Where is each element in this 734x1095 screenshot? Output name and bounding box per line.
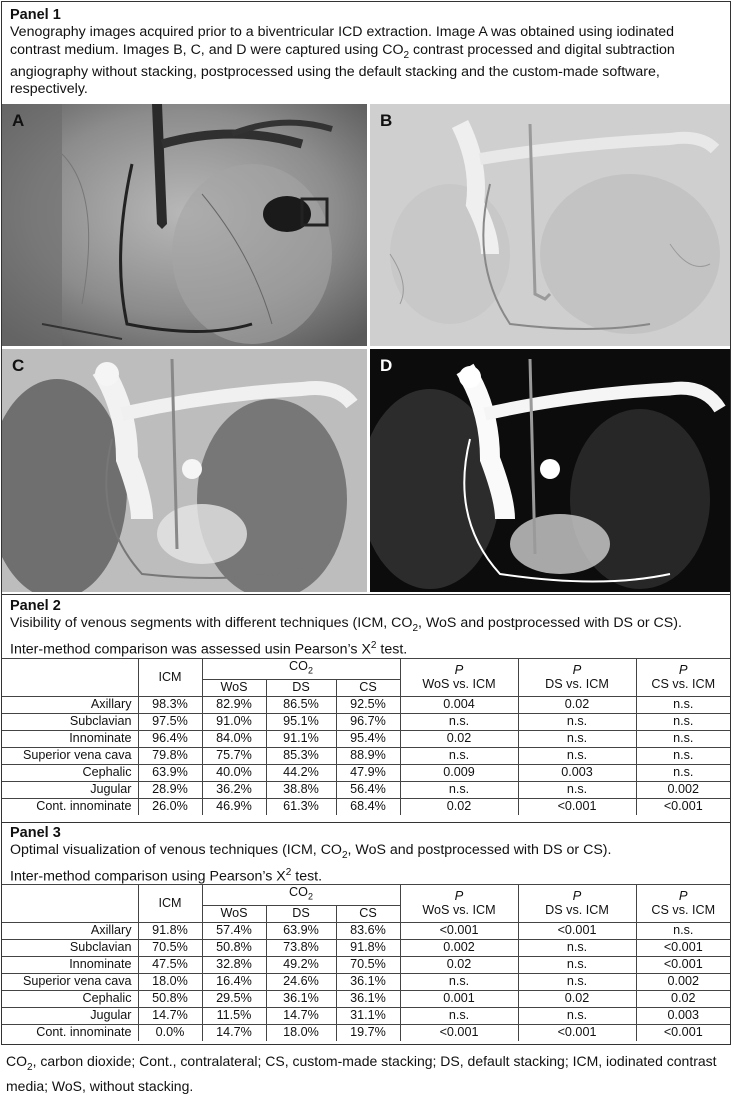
panel2-header-ds: DS (266, 679, 336, 696)
cell-wos: 82.9% (202, 696, 266, 713)
panel3-header-cs: CS (336, 905, 400, 922)
cell-p-cs: n.s. (636, 696, 730, 713)
panel3-header-p-wos-label: WoS vs. ICM (422, 903, 496, 918)
cell-wos: 16.4% (202, 973, 266, 990)
panel3-caption-line1-post: , WoS and postprocessed with DS or CS). (347, 842, 612, 858)
panel2-header-co2-sub: 2 (307, 665, 313, 676)
cell-ds: 85.3% (266, 747, 336, 764)
cell-cs: 36.1% (336, 973, 400, 990)
cell-p-cs: 0.003 (636, 1007, 730, 1024)
cell-p-cs: <0.001 (636, 956, 730, 973)
cell-ds: 61.3% (266, 798, 336, 815)
footnote-sub: 2 (27, 1061, 33, 1073)
cell-wos: 57.4% (202, 922, 266, 939)
row-label: Subclavian (2, 713, 138, 730)
cell-icm: 18.0% (138, 973, 202, 990)
panel3-header-co2 (202, 885, 400, 906)
panel2-header (10, 598, 724, 660)
cell-cs: 36.1% (336, 990, 400, 1007)
cell-cs: 92.5% (336, 696, 400, 713)
cell-wos: 40.0% (202, 764, 266, 781)
cell-ds: 91.1% (266, 730, 336, 747)
cell-p-wos: 0.02 (400, 798, 518, 815)
table-row (2, 798, 730, 815)
cell-p-ds: n.s. (518, 973, 636, 990)
panel3-header-icm: ICM (138, 885, 202, 923)
cell-cs: 47.9% (336, 764, 400, 781)
row-label: Cont. innominate (2, 1024, 138, 1041)
panel3-header-p-ds-symbol: P (572, 888, 582, 904)
cell-cs: 91.8% (336, 939, 400, 956)
panel3-header-ds: DS (266, 905, 336, 922)
venography-image-b (370, 104, 730, 346)
cell-icm: 47.5% (138, 956, 202, 973)
panel2-table (2, 658, 730, 815)
cell-p-cs: <0.001 (636, 798, 730, 815)
venography-image-d (370, 349, 730, 592)
venography-image-c (2, 349, 367, 592)
table-row (2, 1024, 730, 1041)
cell-ds: 86.5% (266, 696, 336, 713)
cell-p-ds: n.s. (518, 939, 636, 956)
table-row (2, 939, 730, 956)
cell-ds: 95.1% (266, 713, 336, 730)
cell-wos: 84.0% (202, 730, 266, 747)
cell-p-ds: <0.001 (518, 922, 636, 939)
row-label: Cephalic (2, 990, 138, 1007)
cell-icm: 70.5% (138, 939, 202, 956)
row-label: Innominate (2, 956, 138, 973)
cell-icm: 14.7% (138, 1007, 202, 1024)
row-label: Superior vena cava (2, 747, 138, 764)
panel2-caption-line2-post: test. (376, 642, 408, 659)
panel3-caption-line2-sup: 2 (285, 867, 292, 879)
venography-image-a (2, 104, 367, 346)
panel3-caption-line2-post: test. (291, 869, 323, 886)
panel3-caption-line2-pre: Inter-method comparison using Pearson’s X (10, 869, 286, 886)
image-label-b: B (380, 111, 393, 130)
panel2-caption-line1 (10, 615, 724, 637)
panel2-header-p-wos (400, 659, 518, 697)
cell-wos: 75.7% (202, 747, 266, 764)
panel2-caption-line2-pre: Inter-method comparison was assessed usin Pearson’s X (10, 642, 371, 659)
image-label-a: A (12, 111, 25, 130)
cell-icm: 91.8% (138, 922, 202, 939)
panel3-header-p-wos (400, 885, 518, 923)
table-row (2, 956, 730, 973)
panel3-header-p-ds-label: DS vs. ICM (545, 903, 609, 918)
panel3-header-wos: WoS (202, 905, 266, 922)
cell-wos: 50.8% (202, 939, 266, 956)
cell-ds: 18.0% (266, 1024, 336, 1041)
panel3-header-co2-sub: 2 (307, 891, 313, 902)
panel2-header-cs: CS (336, 679, 400, 696)
cell-ds: 44.2% (266, 764, 336, 781)
cell-p-wos: 0.02 (400, 730, 518, 747)
figure-frame (1, 1, 731, 1045)
cell-p-cs: n.s. (636, 730, 730, 747)
cell-p-wos: n.s. (400, 1007, 518, 1024)
cell-cs: 56.4% (336, 781, 400, 798)
cell-icm: 97.5% (138, 713, 202, 730)
panel2-title: Panel 2 (10, 598, 61, 614)
cell-p-ds: n.s. (518, 713, 636, 730)
table-row (2, 764, 730, 781)
panel2-header-co2-text: CO (289, 659, 308, 673)
panel3-table (2, 884, 730, 1041)
cell-cs: 19.7% (336, 1024, 400, 1041)
image-label-d: D (380, 356, 393, 375)
divider-panel3 (2, 822, 730, 823)
table-row (2, 922, 730, 939)
row-label: Superior vena cava (2, 973, 138, 990)
cell-p-ds: n.s. (518, 1007, 636, 1024)
cell-wos: 29.5% (202, 990, 266, 1007)
cell-p-ds: n.s. (518, 956, 636, 973)
row-label: Jugular (2, 1007, 138, 1024)
panel3-header-co2-text: CO (289, 885, 308, 899)
row-label: Cont. innominate (2, 798, 138, 815)
cell-cs: 83.6% (336, 922, 400, 939)
panel2-header-p-ds (518, 659, 636, 697)
cell-icm: 28.9% (138, 781, 202, 798)
panel2-header-p-cs-label: CS vs. ICM (651, 677, 716, 692)
cell-p-cs: 0.002 (636, 781, 730, 798)
panel3-title: Panel 3 (10, 825, 61, 841)
panel3-header-p-cs (636, 885, 730, 923)
panel2-caption-line2-sup: 2 (370, 640, 377, 652)
panel1-title: Panel 1 (10, 7, 61, 23)
panel1-caption (10, 24, 724, 99)
cell-p-wos: 0.002 (400, 939, 518, 956)
cell-p-wos: n.s. (400, 973, 518, 990)
panel3-header-p-wos-symbol: P (454, 888, 464, 904)
cell-wos: 36.2% (202, 781, 266, 798)
footnote-post: , carbon dioxide; Cont., contralateral; CS, custom-made stacking; DS, default stacking; ICM, iodinated contrast media; WoS, without stacking. (6, 1053, 717, 1094)
cell-icm: 63.9% (138, 764, 202, 781)
cell-p-cs: n.s. (636, 922, 730, 939)
table-row (2, 696, 730, 713)
footnote-pre: CO (6, 1053, 27, 1069)
panel3-caption-line1-pre: Optimal visualization of venous techniques (ICM, CO (10, 842, 342, 858)
cell-p-ds: <0.001 (518, 798, 636, 815)
cell-cs: 95.4% (336, 730, 400, 747)
row-label: Cephalic (2, 764, 138, 781)
panel3-header (10, 825, 724, 887)
panel3-header-p-cs-symbol: P (678, 888, 688, 904)
panel2-header-co2 (202, 659, 400, 680)
panel2-caption-line2 (10, 637, 724, 659)
panel3-header-empty (2, 885, 138, 923)
cell-p-ds: 0.02 (518, 990, 636, 1007)
cell-p-wos: n.s. (400, 713, 518, 730)
table-row (2, 713, 730, 730)
cell-p-wos: 0.004 (400, 696, 518, 713)
panel2-caption-line1-post: , WoS and postprocessed with DS or CS). (418, 615, 682, 631)
table-row (2, 1007, 730, 1024)
cell-cs: 70.5% (336, 956, 400, 973)
cell-p-wos: <0.001 (400, 1024, 518, 1041)
cell-ds: 14.7% (266, 1007, 336, 1024)
panel2-header-p-ds-symbol: P (572, 662, 582, 678)
cell-p-wos: 0.02 (400, 956, 518, 973)
table-row (2, 747, 730, 764)
panel3-caption-line1-sub: 2 (341, 849, 348, 861)
cell-wos: 14.7% (202, 1024, 266, 1041)
cell-p-wos: 0.009 (400, 764, 518, 781)
cell-p-ds: n.s. (518, 781, 636, 798)
cell-p-wos: n.s. (400, 747, 518, 764)
panel2-header-wos: WoS (202, 679, 266, 696)
panel2-caption-line1-sub: 2 (412, 622, 418, 634)
footnote (6, 1052, 726, 1095)
cell-ds: 24.6% (266, 973, 336, 990)
cell-icm: 50.8% (138, 990, 202, 1007)
table-row (2, 730, 730, 747)
cell-p-ds: n.s. (518, 730, 636, 747)
cell-p-cs: 0.02 (636, 990, 730, 1007)
row-label: Axillary (2, 922, 138, 939)
cell-ds: 36.1% (266, 990, 336, 1007)
cell-p-ds: 0.02 (518, 696, 636, 713)
cell-icm: 79.8% (138, 747, 202, 764)
cell-p-cs: 0.002 (636, 973, 730, 990)
cell-p-cs: <0.001 (636, 1024, 730, 1041)
cell-wos: 91.0% (202, 713, 266, 730)
cell-p-ds: <0.001 (518, 1024, 636, 1041)
row-label: Jugular (2, 781, 138, 798)
cell-icm: 98.3% (138, 696, 202, 713)
cell-ds: 49.2% (266, 956, 336, 973)
cell-p-cs: n.s. (636, 713, 730, 730)
cell-p-cs: n.s. (636, 747, 730, 764)
cell-wos: 46.9% (202, 798, 266, 815)
panel1-caption-post: contrast processed and digital subtraction angiography without stacking, postprocessed using the default stacking and the custom-made software, respectively. (10, 41, 675, 98)
cell-cs: 96.7% (336, 713, 400, 730)
row-label: Innominate (2, 730, 138, 747)
table-row (2, 990, 730, 1007)
cell-ds: 73.8% (266, 939, 336, 956)
cell-p-cs: n.s. (636, 764, 730, 781)
panel2-caption-line1-pre: Visibility of venous segments with different techniques (ICM, CO (10, 615, 413, 631)
divider-panel2 (2, 594, 730, 595)
cell-cs: 88.9% (336, 747, 400, 764)
table-row (2, 973, 730, 990)
cell-icm: 96.4% (138, 730, 202, 747)
panel2-header-p-cs-symbol: P (678, 662, 688, 678)
panel2-header-icm: ICM (138, 659, 202, 697)
panel2-header-empty (2, 659, 138, 697)
cell-wos: 32.8% (202, 956, 266, 973)
cell-wos: 11.5% (202, 1007, 266, 1024)
panel3-caption-line1 (10, 842, 724, 864)
panel3-header-p-cs-label: CS vs. ICM (651, 903, 716, 918)
panel3-header-p-ds (518, 885, 636, 923)
cell-p-ds: 0.003 (518, 764, 636, 781)
cell-p-cs: <0.001 (636, 939, 730, 956)
panel1-caption-pre: Venography images acquired prior to a biventricular ICD extraction. Image A was obtained using iodinated contrast medium. Images B, C, and D were captured using CO (10, 24, 675, 58)
row-label: Subclavian (2, 939, 138, 956)
cell-icm: 0.0% (138, 1024, 202, 1041)
panel1-caption-sub: 2 (403, 49, 410, 61)
cell-icm: 26.0% (138, 798, 202, 815)
panel2-header-p-ds-label: DS vs. ICM (545, 677, 609, 692)
cell-p-wos: 0.001 (400, 990, 518, 1007)
cell-p-wos: n.s. (400, 781, 518, 798)
cell-p-wos: <0.001 (400, 922, 518, 939)
cell-cs: 68.4% (336, 798, 400, 815)
panel1-header (10, 7, 724, 99)
cell-cs: 31.1% (336, 1007, 400, 1024)
panel2-header-p-wos-label: WoS vs. ICM (422, 677, 496, 692)
cell-ds: 38.8% (266, 781, 336, 798)
panel2-header-p-cs (636, 659, 730, 697)
cell-p-ds: n.s. (518, 747, 636, 764)
image-label-c: C (12, 356, 25, 375)
panel2-header-p-wos-symbol: P (454, 662, 464, 678)
row-label: Axillary (2, 696, 138, 713)
cell-ds: 63.9% (266, 922, 336, 939)
table-row (2, 781, 730, 798)
